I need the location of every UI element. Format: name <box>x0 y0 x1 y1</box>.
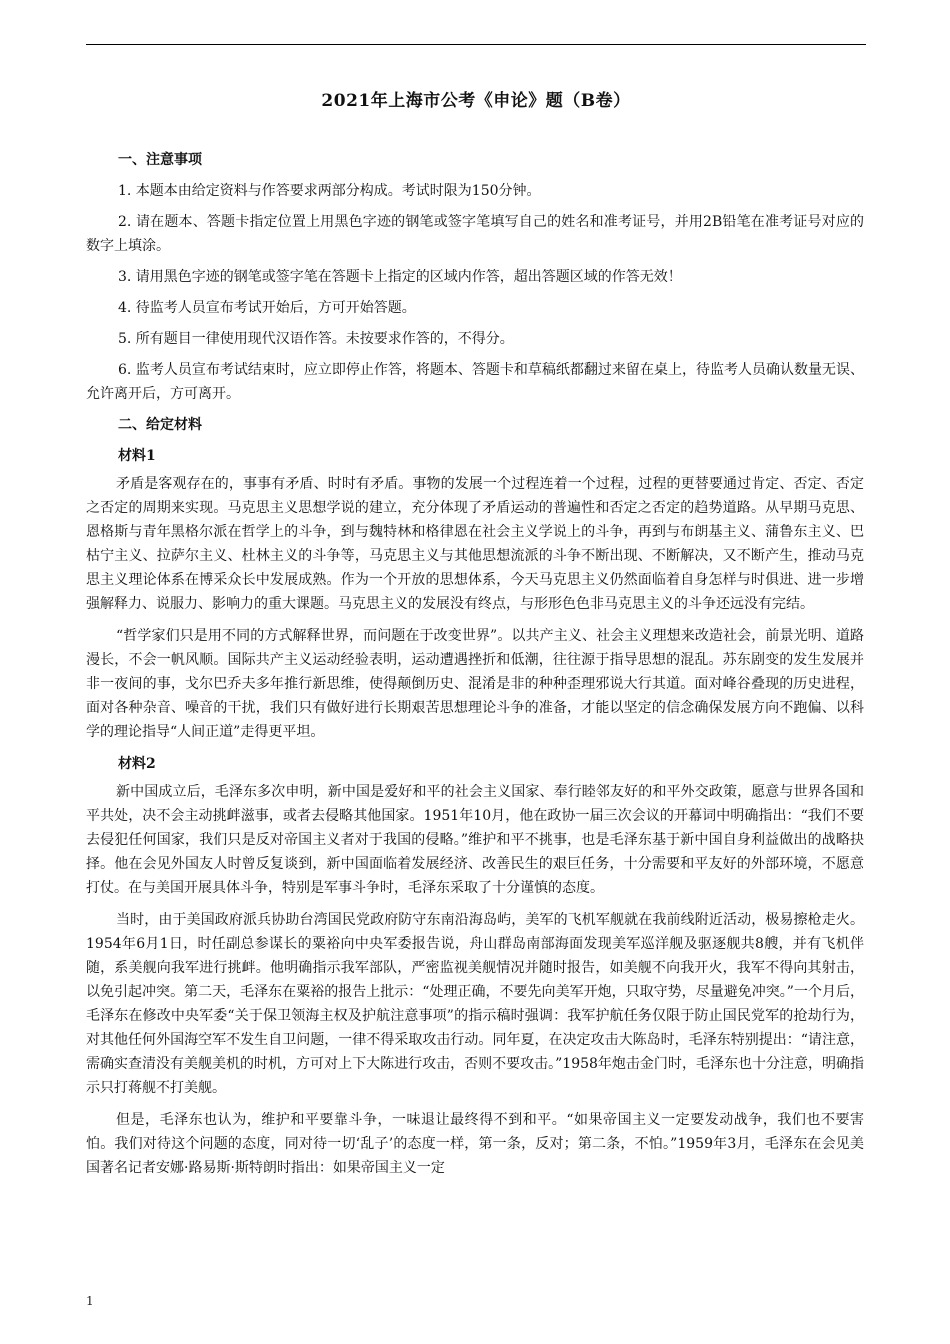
header-rule <box>86 44 866 45</box>
page-title: 2021年上海市公考《申论》题（B卷） <box>321 91 631 111</box>
materials-heading: 二、给定材料 <box>118 417 202 433</box>
notice-item: 1. 本题本由给定资料与作答要求两部分构成。考试时限为150分钟。 <box>118 183 541 199</box>
material-paragraph: 新中国成立后，毛泽东多次申明，新中国是爱好和平的社会主义国家、奉行睦邻友好的和平外交政策，愿意与世界各国和平共处，决不会主动挑衅滋事，或者去侵略其他国家。1951年10月，他在政协一届三次会议的开幕词中明确指出：“我们不要去侵犯任何国家，我们只是反对帝国主义者对于我国的侵略。”维护和平不挑事，也是毛泽东基于新中国自身利益做出的战略抉择。他在会见外国友人时曾反复谈到，新中国面临着发展经济、改善民生的艰巨任务，十分需要和平友好的外部环境，不愿意打仗。在与美国开展具体斗争，特别是军事斗争时，毛泽东采取了十分谨慎的态度。 <box>86 784 864 896</box>
document-body <box>86 148 864 1188</box>
notice-item: 6. 监考人员宣布考试结束时，应立即停止作答，将题本、答题卡和草稿纸都翻过来留在桌上，待监考人员确认数量无误、允许离开后，方可离开。 <box>86 362 864 402</box>
notice-heading: 一、注意事项 <box>118 152 202 168</box>
material-2-heading: 材料2 <box>118 756 156 772</box>
page-number: 1 <box>86 1294 94 1308</box>
material-1-heading: 材料1 <box>118 448 156 464</box>
material-paragraph: 但是，毛泽东也认为，维护和平要靠斗争，一味退让最终得不到和平。“如果帝国主义一定要发动战争，我们也不要害怕。我们对待这个问题的态度，同对待一切‘乱子’的态度一样，第一条，反对；第二条，不怕。”1959年3月，毛泽东在会见美国著名记者安娜·路易斯·斯特朗时指出：如果帝国主义一定 <box>86 1112 864 1176</box>
notice-item: 3. 请用黑色字迹的钢笔或签字笔在答题卡上指定的区域内作答，超出答题区域的作答无效！ <box>118 269 682 285</box>
material-paragraph: 矛盾是客观存在的，事事有矛盾、时时有矛盾。事物的发展一个过程连着一个过程，过程的更替要通过肯定、否定、否定之否定的周期来实现。马克思主义思想学说的建立，充分体现了矛盾运动的普遍性和否定之否定的趋势道路。从早期马克思、恩格斯与青年黑格尔派在哲学上的斗争，到与魏特林和格律恩在社会主义学说上的斗争，再到与布朗基主义、蒲鲁东主义、巴枯宁主义、拉萨尔主义、杜林主义的斗争等，马克思主义与其他思想流派的斗争不断出现、不断解决，又不断产生，推动马克思主义理论体系在博采众长中发展成熟。作为一个开放的思想体系，今天马克思主义仍然面临着自身怎样与时俱进、进一步增强解释力、说服力、影响力的重大课题。马克思主义的发展没有终点，与形形色色非马克思主义的斗争还远没有完结。 <box>86 476 864 612</box>
notice-item: 5. 所有题目一律使用现代汉语作答。未按要求作答的，不得分。 <box>118 331 514 347</box>
material-paragraph: 当时，由于美国政府派兵协助台湾国民党政府防守东南沿海岛屿，美军的飞机军舰就在我前线附近活动，极易擦枪走火。1954年6月1日，时任副总参谋长的粟裕向中央军委报告说，舟山群岛南部海面发现美军巡洋舰及驱逐舰共8艘，并有飞机伴随，系美舰向我军进行挑衅。他明确指示我军部队，严密监视美舰情况并随时报告，如美舰不向我开火，我军不得向其射击，以免引起冲突。第二天，毛泽东在粟裕的报告上批示：“处理正确，不要先向美军开炮，只取守势，尽量避免冲突。”一个月后，毛泽东在修改中央军委“关于保卫领海主权及护航注意事项”的指示稿时强调：我军护航任务仅限于防止国民党军的抢劫行为，对其他任何外国海空军不发生自卫问题，一律不得采取攻击行动。同年夏，在决定攻击大陈岛时，毛泽东特别提出：“请注意，需确实查清没有美舰美机的时机，方可对上下大陈进行攻击，否则不要攻击。”1958年炮击金门时，毛泽东也十分注意，明确指示只打蒋舰不打美舰。 <box>86 912 864 1096</box>
notice-item: 2. 请在题本、答题卡指定位置上用黑色字迹的钢笔或签字笔填写自己的姓名和准考证号，并用2B铅笔在准考证号对应的数字上填涂。 <box>86 214 864 254</box>
notice-item: 4. 待监考人员宣布考试开始后，方可开始答题。 <box>118 300 416 316</box>
material-paragraph: “哲学家们只是用不同的方式解释世界，而问题在于改变世界”。以共产主义、社会主义理想来改造社会，前景光明、道路漫长，不会一帆风顺。国际共产主义运动经验表明，运动遭遇挫折和低潮，往往源于指导思想的混乱。苏东剧变的发生发展并非一夜间的事，戈尔巴乔夫多年推行新思维，使得颠倒历史、混淆是非的种种歪理邪说大行其道。面对峰谷叠现的历史进程，面对各种杂音、噪音的干扰，我们只有做好进行长期艰苦思想理论斗争的准备，才能以坚定的信念确保发展方向不跑偏、以科学的理论指导“人间正道”走得更平坦。 <box>86 628 864 740</box>
